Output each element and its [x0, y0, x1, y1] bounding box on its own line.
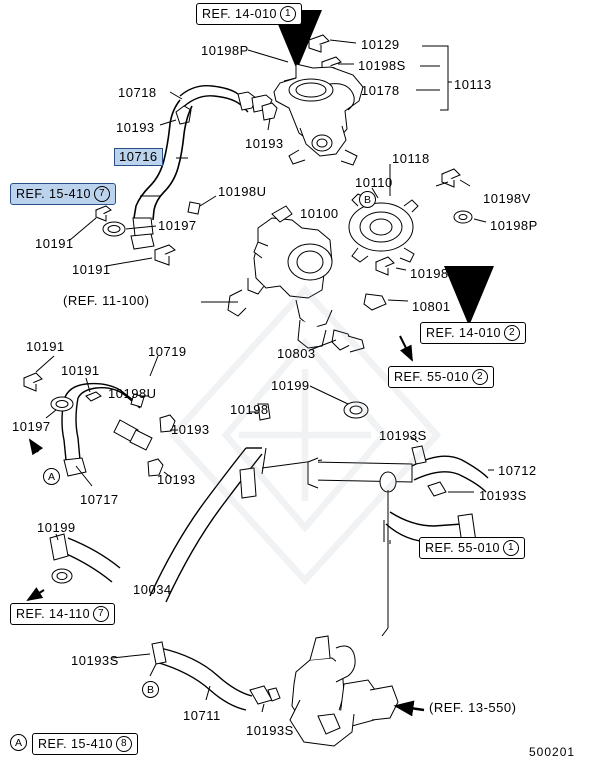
part-label-10193-mid: 10193 [171, 422, 210, 437]
ref-box-15-410-7[interactable] [10, 183, 116, 205]
part-label-10717: 10717 [80, 492, 119, 507]
part-label-10198V: 10198V [483, 191, 531, 206]
part-label-10197-left: 10197 [12, 419, 51, 434]
part-label-10198P-top: 10198P [201, 43, 249, 58]
ref-box-number: 8 [116, 736, 132, 752]
part-label-10198U-upper: 10198U [218, 184, 267, 199]
part-label-10113: 10113 [454, 77, 492, 92]
part-label-10199-lower: 10199 [37, 520, 76, 535]
part-label-10718: 10718 [118, 85, 157, 100]
part-label-10197-upper: 10197 [158, 218, 197, 233]
ref-box-label: REF. 14-010 [202, 6, 277, 21]
part-label-10191-d: 10191 [61, 363, 100, 378]
part-label-10118: 10118 [392, 151, 430, 166]
ref-box-label: REF. 55-010 [394, 369, 469, 384]
part-label-10716-selected[interactable]: 10716 [114, 148, 163, 166]
ref-box-number: 7 [94, 186, 110, 202]
ref-box-number: 2 [472, 369, 488, 385]
ref-box-number: 7 [93, 606, 109, 622]
part-label-10712: 10712 [498, 463, 537, 478]
ref-box-14-010-2[interactable] [420, 322, 526, 344]
part-label-10191-b: 10191 [72, 262, 111, 277]
ref-box-label: REF. 14-010 [426, 325, 501, 340]
ref-box-number: 2 [504, 325, 520, 341]
part-label-10100: 10100 [300, 206, 339, 221]
ref-box-label: REF. 15-410 [16, 186, 91, 201]
connector-marker-b-lower: B [142, 681, 159, 698]
part-label-10193S-c: 10193S [71, 653, 119, 668]
diagram-code: 500201 [529, 745, 576, 759]
part-label-10198S: 10198S [358, 58, 406, 73]
part-label-10198U-lower: 10198U [108, 386, 157, 401]
ref-box-label: REF. 55-010 [425, 540, 500, 555]
ref-box-label: REF. 14-110 [16, 606, 91, 621]
part-label-10198T: 10198T [410, 266, 458, 281]
part-label-10801: 10801 [412, 299, 451, 314]
ref-label-13-550: (REF. 13-550) [429, 700, 517, 715]
part-label-10198: 10198 [230, 402, 269, 417]
ref-box-number: 1 [503, 540, 519, 556]
part-label-10034: 10034 [133, 582, 172, 597]
part-label-10711: 10711 [183, 708, 221, 723]
part-label-10191-c: 10191 [26, 339, 65, 354]
part-label-10193S-b: 10193S [479, 488, 527, 503]
part-label-10110: 10110 [355, 175, 393, 190]
connector-marker-a-mid: A [43, 468, 60, 485]
part-label-10193S-right: 10193S [379, 428, 427, 443]
part-label-10191-a: 10191 [35, 236, 74, 251]
ref-box-number: 1 [280, 6, 296, 22]
part-label-10199-mid: 10199 [271, 378, 310, 393]
part-label-10178: 10178 [361, 83, 400, 98]
part-label-10198P-right: 10198P [490, 218, 538, 233]
connector-marker-b-upper: B [359, 191, 376, 208]
ref-box-14-110-7[interactable] [10, 603, 115, 625]
ref-box-55-010-2[interactable] [388, 366, 494, 388]
ref-box-15-410-8[interactable] [32, 733, 138, 755]
part-label-10193-upper-left: 10193 [116, 120, 155, 135]
part-label-10193-lower: 10193 [157, 472, 196, 487]
part-label-10803: 10803 [277, 346, 316, 361]
part-label-10129: 10129 [361, 37, 400, 52]
ref-label-11-100: (REF. 11-100) [63, 293, 150, 308]
part-label-10193-upper-mid: 10193 [245, 136, 284, 151]
ref-box-label: REF. 15-410 [38, 736, 113, 751]
part-label-10193S-d: 10193S [246, 723, 294, 738]
part-label-10719: 10719 [148, 344, 187, 359]
connector-marker-a-lower: A [10, 734, 27, 751]
ref-box-55-010-1[interactable] [419, 537, 525, 559]
ref-box-14-010-1[interactable] [196, 3, 302, 25]
